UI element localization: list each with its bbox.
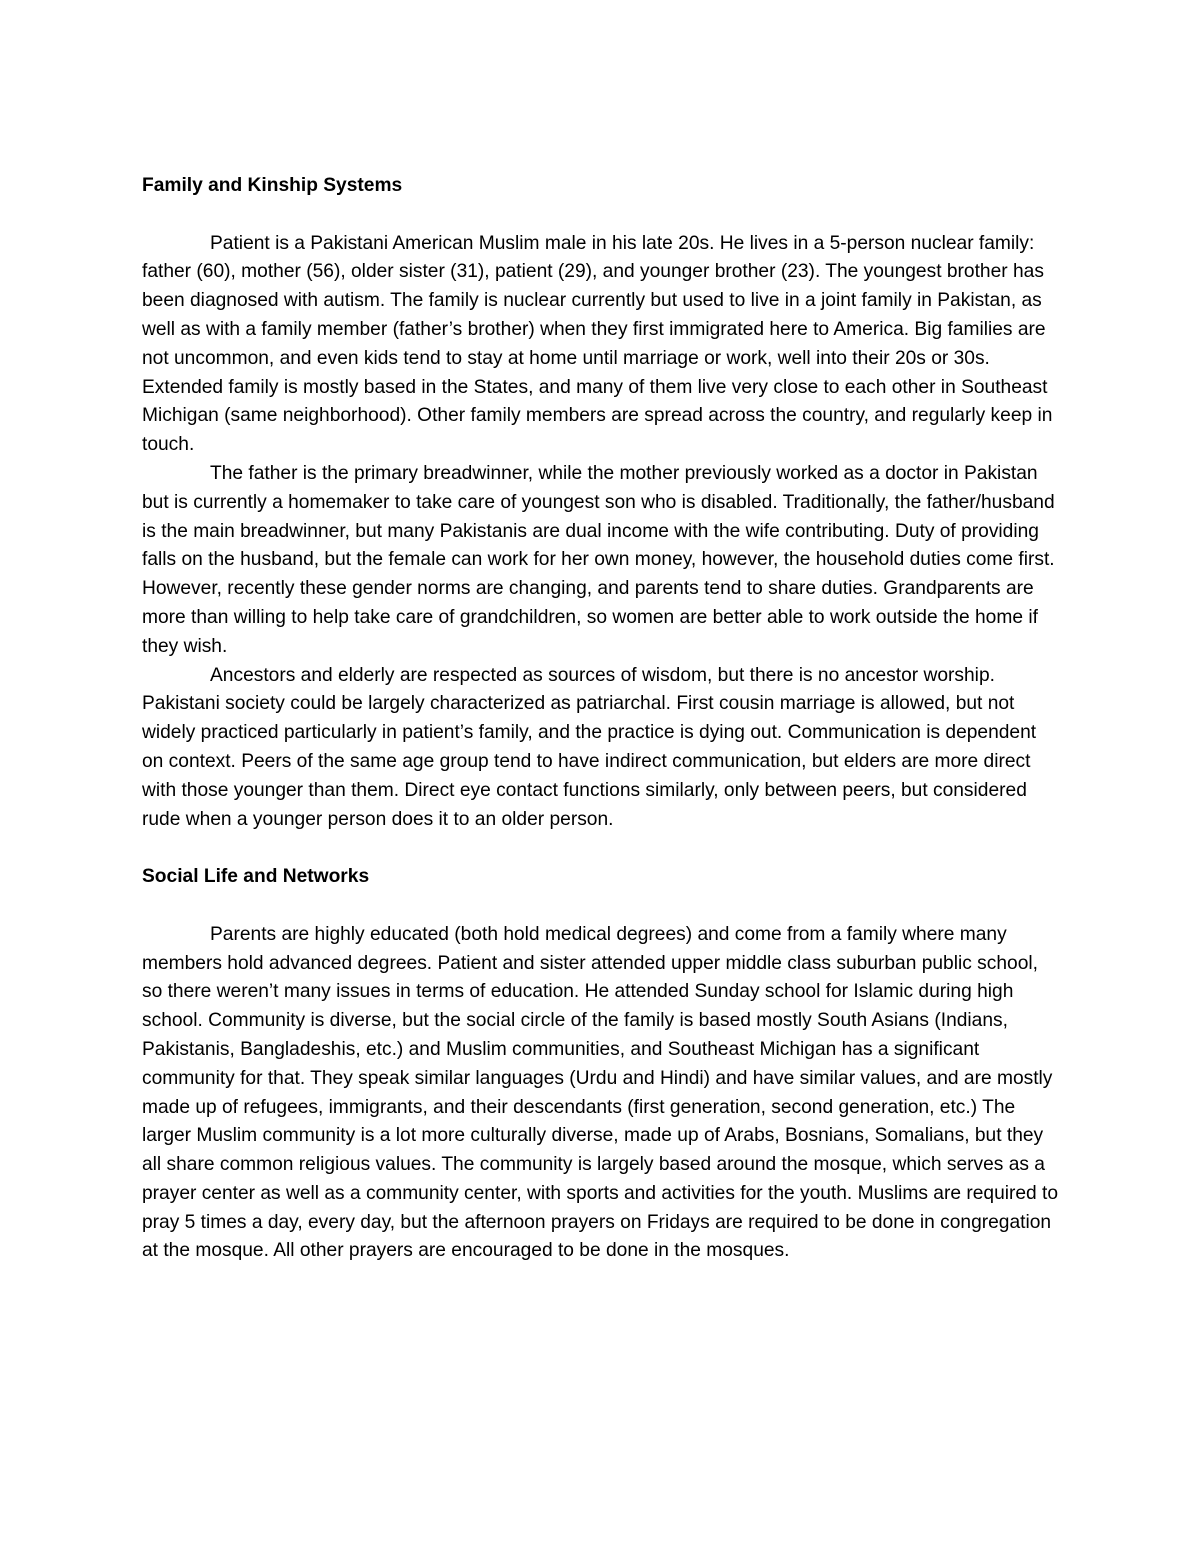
paragraph-ancestors-communication: Ancestors and elderly are respected as sources of wisdom, but there is no ancestor worship. Pakistani society could be largely characterized as patriarchal. First cousin marriage is allowed, but not widely practiced particularly in patient’s family, and the practice is dying out. Communication is dependent on context. Peers of the same age group tend to have indirect communication, but elders are more direct with those younger than them. Direct eye contact functions similarly, only between peers, but considered rude when a younger person does it to an older person. [142,664,1037,830]
section-heading-social-life: Social Life and Networks [142,866,370,888]
document-page [142,172,1062,1266]
paragraph-family-composition: Patient is a Pakistani American Muslim male in his late 20s. He lives in a 5-person nuclear family: father (60), mother (56), older sister (31), patient (29), and younger brother (23). The youngest brother has been diagnosed with autism. The family is nuclear currently but used to live in a joint family in Pakistan, as well as with a family member (father’s brother) when they first immigrated here to America. Big families are not uncommon, and even kids tend to stay at home until marriage or work, well into their 20s or 30s. Extended family is mostly based in the States, and many of them live very close to each other in Southeast Michigan (same neighborhood). Other family members are spread across the country, and regularly keep in touch. [142,232,1053,456]
paragraph-education-community: Parents are highly educated (both hold medical degrees) and come from a family where many members hold advanced degrees. Patient and sister attended upper middle class suburban public school, so there weren’t many issues in terms of education. He attended Sunday school for Islamic during high school. Community is diverse, but the social circle of the family is based mostly South Asians (Indians, Pakistanis, Bangladeshis, etc.) and Muslim communities, and Southeast Michigan has a significant community for that. They speak similar languages (Urdu and Hindi) and have similar values, and are mostly made up of refugees, immigrants, and their descendants (first generation, second generation, etc.) The larger Muslim community is a lot more culturally diverse, made up of Arabs, Bosnians, Somalians, but they all share common religious values. The community is largely based around the mosque, which serves as a prayer center as well as a community center, with sports and activities for the youth. Muslims are required to pray 5 times a day, every day, but the afternoon prayers on Fridays are required to be done in congregation at the mosque. All other prayers are encouraged to be done in the mosques. [142,923,1059,1262]
paragraph-breadwinner-roles: The father is the primary breadwinner, while the mother previously worked as a doctor in Pakistan but is currently a homemaker to take care of youngest son who is disabled. Traditionally, the father/husband is the main breadwinner, but many Pakistanis are dual income with the wife contributing. Duty of providing falls on the husband, but the female can work for her own money, however, the household duties come first. However, recently these gender norms are changing, and parents tend to share duties. Grandparents are more than willing to help take care of grandchildren, so women are better able to work outside the home if they wish. [142,462,1055,657]
section-heading-family-kinship: Family and Kinship Systems [142,175,403,196]
